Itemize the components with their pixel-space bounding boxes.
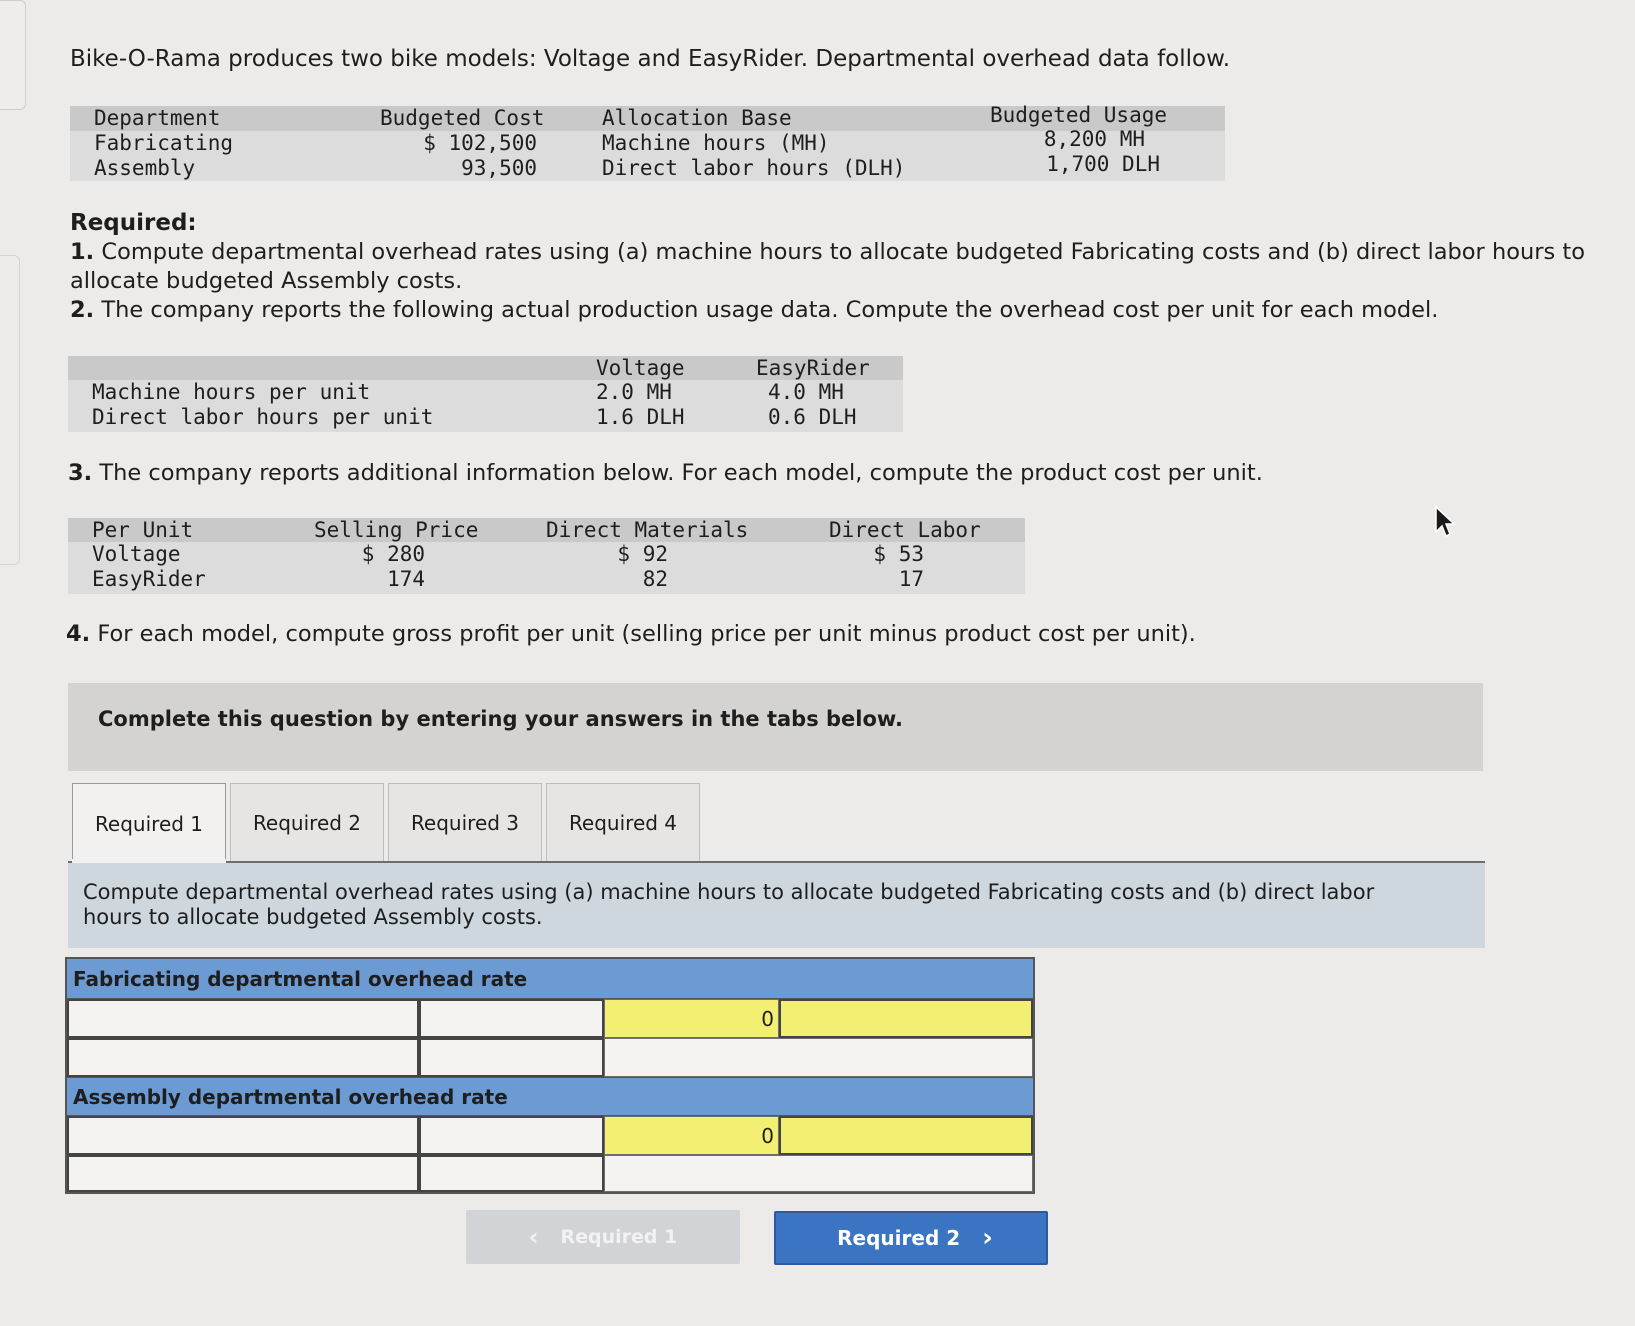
tab-required-2[interactable] bbox=[230, 783, 384, 862]
required-item-2 bbox=[70, 296, 1630, 325]
usage-row-mh-easyrider: 4.0 MH bbox=[768, 380, 844, 404]
header-allocation-base: Allocation Base bbox=[602, 106, 792, 130]
row-assembly-cost: 93,500 bbox=[461, 156, 537, 180]
unit-row-easyrider-labor: 17 bbox=[898, 567, 924, 591]
header-budgeted-usage: Budgeted Usage bbox=[990, 103, 1168, 127]
unit-header-direct-labor: Direct Labor bbox=[829, 518, 981, 542]
fabricating-denominator-value-input[interactable] bbox=[419, 1038, 604, 1077]
tab-required-2-label: Required 2 bbox=[252, 811, 362, 835]
unit-header-per-unit: Per Unit bbox=[92, 518, 194, 542]
previous-button-label: Required 1 bbox=[560, 1226, 678, 1248]
row-fabricating-name: Fabricating bbox=[94, 131, 234, 155]
fabricating-rate-result-value: 0 bbox=[761, 1007, 774, 1031]
tab-instructions-text: Compute departmental overhead rates using (a) machine hours to allocate budgeted Fabricating costs and (b) direct labor hours to allocate budgeted Assembly costs. bbox=[83, 880, 1375, 929]
fabricating-denominator-label-input[interactable] bbox=[67, 1038, 419, 1077]
required-item-2-number: 2. bbox=[70, 297, 95, 323]
usage-row-dlh-easyrider: 0.6 DLH bbox=[768, 405, 857, 429]
required-item-2-text: The company reports the following actual production usage data. Compute the overhead cost per unit for each model. bbox=[101, 297, 1439, 323]
row-assembly-usage: 1,700 DLH bbox=[1046, 152, 1160, 176]
fabricating-rate-result bbox=[604, 999, 779, 1038]
assembly-numerator-value-input[interactable] bbox=[419, 1116, 604, 1155]
usage-header-easyrider: EasyRider bbox=[756, 356, 870, 380]
unit-header-direct-materials: Direct Materials bbox=[546, 518, 749, 542]
unit-row-voltage-materials: $ 92 bbox=[617, 542, 668, 566]
instruction-banner bbox=[68, 683, 1483, 771]
unit-row-easyrider-materials: 82 bbox=[642, 567, 668, 591]
required-item-4 bbox=[66, 620, 1196, 649]
assembly-numerator-label-input[interactable] bbox=[67, 1116, 419, 1155]
row-assembly-base: Direct labor hours (DLH) bbox=[602, 156, 906, 180]
assembly-rate-header-label: Assembly departmental overhead rate bbox=[73, 1084, 508, 1109]
chevron-right-icon: › bbox=[982, 1223, 993, 1253]
assembly-rate-header bbox=[67, 1077, 1033, 1116]
required-item-1-number: 1. bbox=[70, 239, 95, 265]
required-item-3-text: The company reports additional information below. For each model, compute the product cost per unit. bbox=[99, 460, 1263, 486]
tab-required-1[interactable] bbox=[72, 783, 226, 864]
unit-row-voltage-labor: $ 53 bbox=[873, 542, 924, 566]
intro-text: Bike-O-Rama produces two bike models: Voltage and EasyRider. Departmental overhead data follow. bbox=[70, 46, 1231, 72]
usage-row-dlh-voltage: 1.6 DLH bbox=[596, 405, 685, 429]
answer-table bbox=[65, 957, 1035, 1194]
row-fabricating-usage: 8,200 MH bbox=[1043, 127, 1145, 151]
required-item-4-number: 4. bbox=[66, 621, 91, 647]
required-title: Required: bbox=[70, 210, 197, 236]
fabricating-blank-cell bbox=[604, 1038, 1033, 1077]
next-button[interactable] bbox=[774, 1211, 1048, 1265]
header-budgeted-cost: Budgeted Cost bbox=[380, 106, 545, 130]
assembly-rate-result-value: 0 bbox=[761, 1124, 774, 1148]
required-item-1-line-1: Compute departmental overhead rates using (a) machine hours to allocate budgeted Fabricating costs and (b) direct labor hours to bbox=[101, 239, 1585, 265]
row-fabricating-cost: $ 102,500 bbox=[423, 131, 537, 155]
row-fabricating-base: Machine hours (MH) bbox=[602, 131, 830, 155]
unit-row-easyrider-name: EasyRider bbox=[92, 567, 206, 591]
usage-row-mh-label: Machine hours per unit bbox=[92, 380, 371, 404]
required-item-1-line-2: allocate budgeted Assembly costs. bbox=[70, 268, 463, 294]
mouse-cursor-icon bbox=[1433, 505, 1459, 539]
usage-header-voltage: Voltage bbox=[596, 356, 685, 380]
unit-row-voltage-price: $ 280 bbox=[361, 542, 425, 566]
assembly-denominator-value-input[interactable] bbox=[419, 1155, 604, 1192]
tab-required-1-label: Required 1 bbox=[94, 812, 204, 836]
unit-row-voltage-name: Voltage bbox=[92, 542, 181, 566]
assembly-rate-unit-input[interactable] bbox=[779, 1116, 1033, 1155]
assembly-blank-cell bbox=[604, 1155, 1033, 1192]
required-item-3-number: 3. bbox=[68, 460, 93, 486]
assembly-denominator-label-input[interactable] bbox=[67, 1155, 419, 1192]
left-panel-edge bbox=[0, 0, 26, 110]
banner-text: Complete this question by entering your answers in the tabs below. bbox=[98, 707, 903, 731]
previous-button[interactable] bbox=[466, 1210, 740, 1264]
fabricating-rate-header-label: Fabricating departmental overhead rate bbox=[73, 966, 528, 991]
header-department: Department bbox=[94, 106, 221, 130]
row-assembly-name: Assembly bbox=[94, 156, 196, 180]
unit-header-selling-price: Selling Price bbox=[314, 518, 479, 542]
left-panel-edge-lower bbox=[0, 255, 20, 565]
fabricating-numerator-value-input[interactable] bbox=[419, 999, 604, 1038]
next-button-label: Required 2 bbox=[837, 1226, 961, 1250]
assembly-rate-result bbox=[604, 1116, 779, 1155]
fabricating-numerator-label-input[interactable] bbox=[67, 999, 419, 1038]
fabricating-rate-unit-input[interactable] bbox=[779, 999, 1033, 1038]
tab-required-3-label: Required 3 bbox=[410, 811, 520, 835]
tab-instructions bbox=[68, 863, 1485, 948]
required-item-4-text: For each model, compute gross profit per unit (selling price per unit minus product cost per unit). bbox=[97, 621, 1196, 647]
tab-required-4-label: Required 4 bbox=[568, 811, 678, 835]
fabricating-rate-header bbox=[67, 959, 1033, 999]
tab-required-3[interactable] bbox=[388, 783, 542, 862]
tab-required-4[interactable] bbox=[546, 783, 700, 862]
usage-row-mh-voltage: 2.0 MH bbox=[596, 380, 672, 404]
required-item-3 bbox=[68, 459, 1263, 488]
chevron-left-icon: ‹ bbox=[528, 1223, 539, 1251]
unit-row-easyrider-price: 174 bbox=[387, 567, 425, 591]
usage-row-dlh-label: Direct labor hours per unit bbox=[92, 405, 434, 429]
required-item-1 bbox=[70, 238, 1630, 267]
